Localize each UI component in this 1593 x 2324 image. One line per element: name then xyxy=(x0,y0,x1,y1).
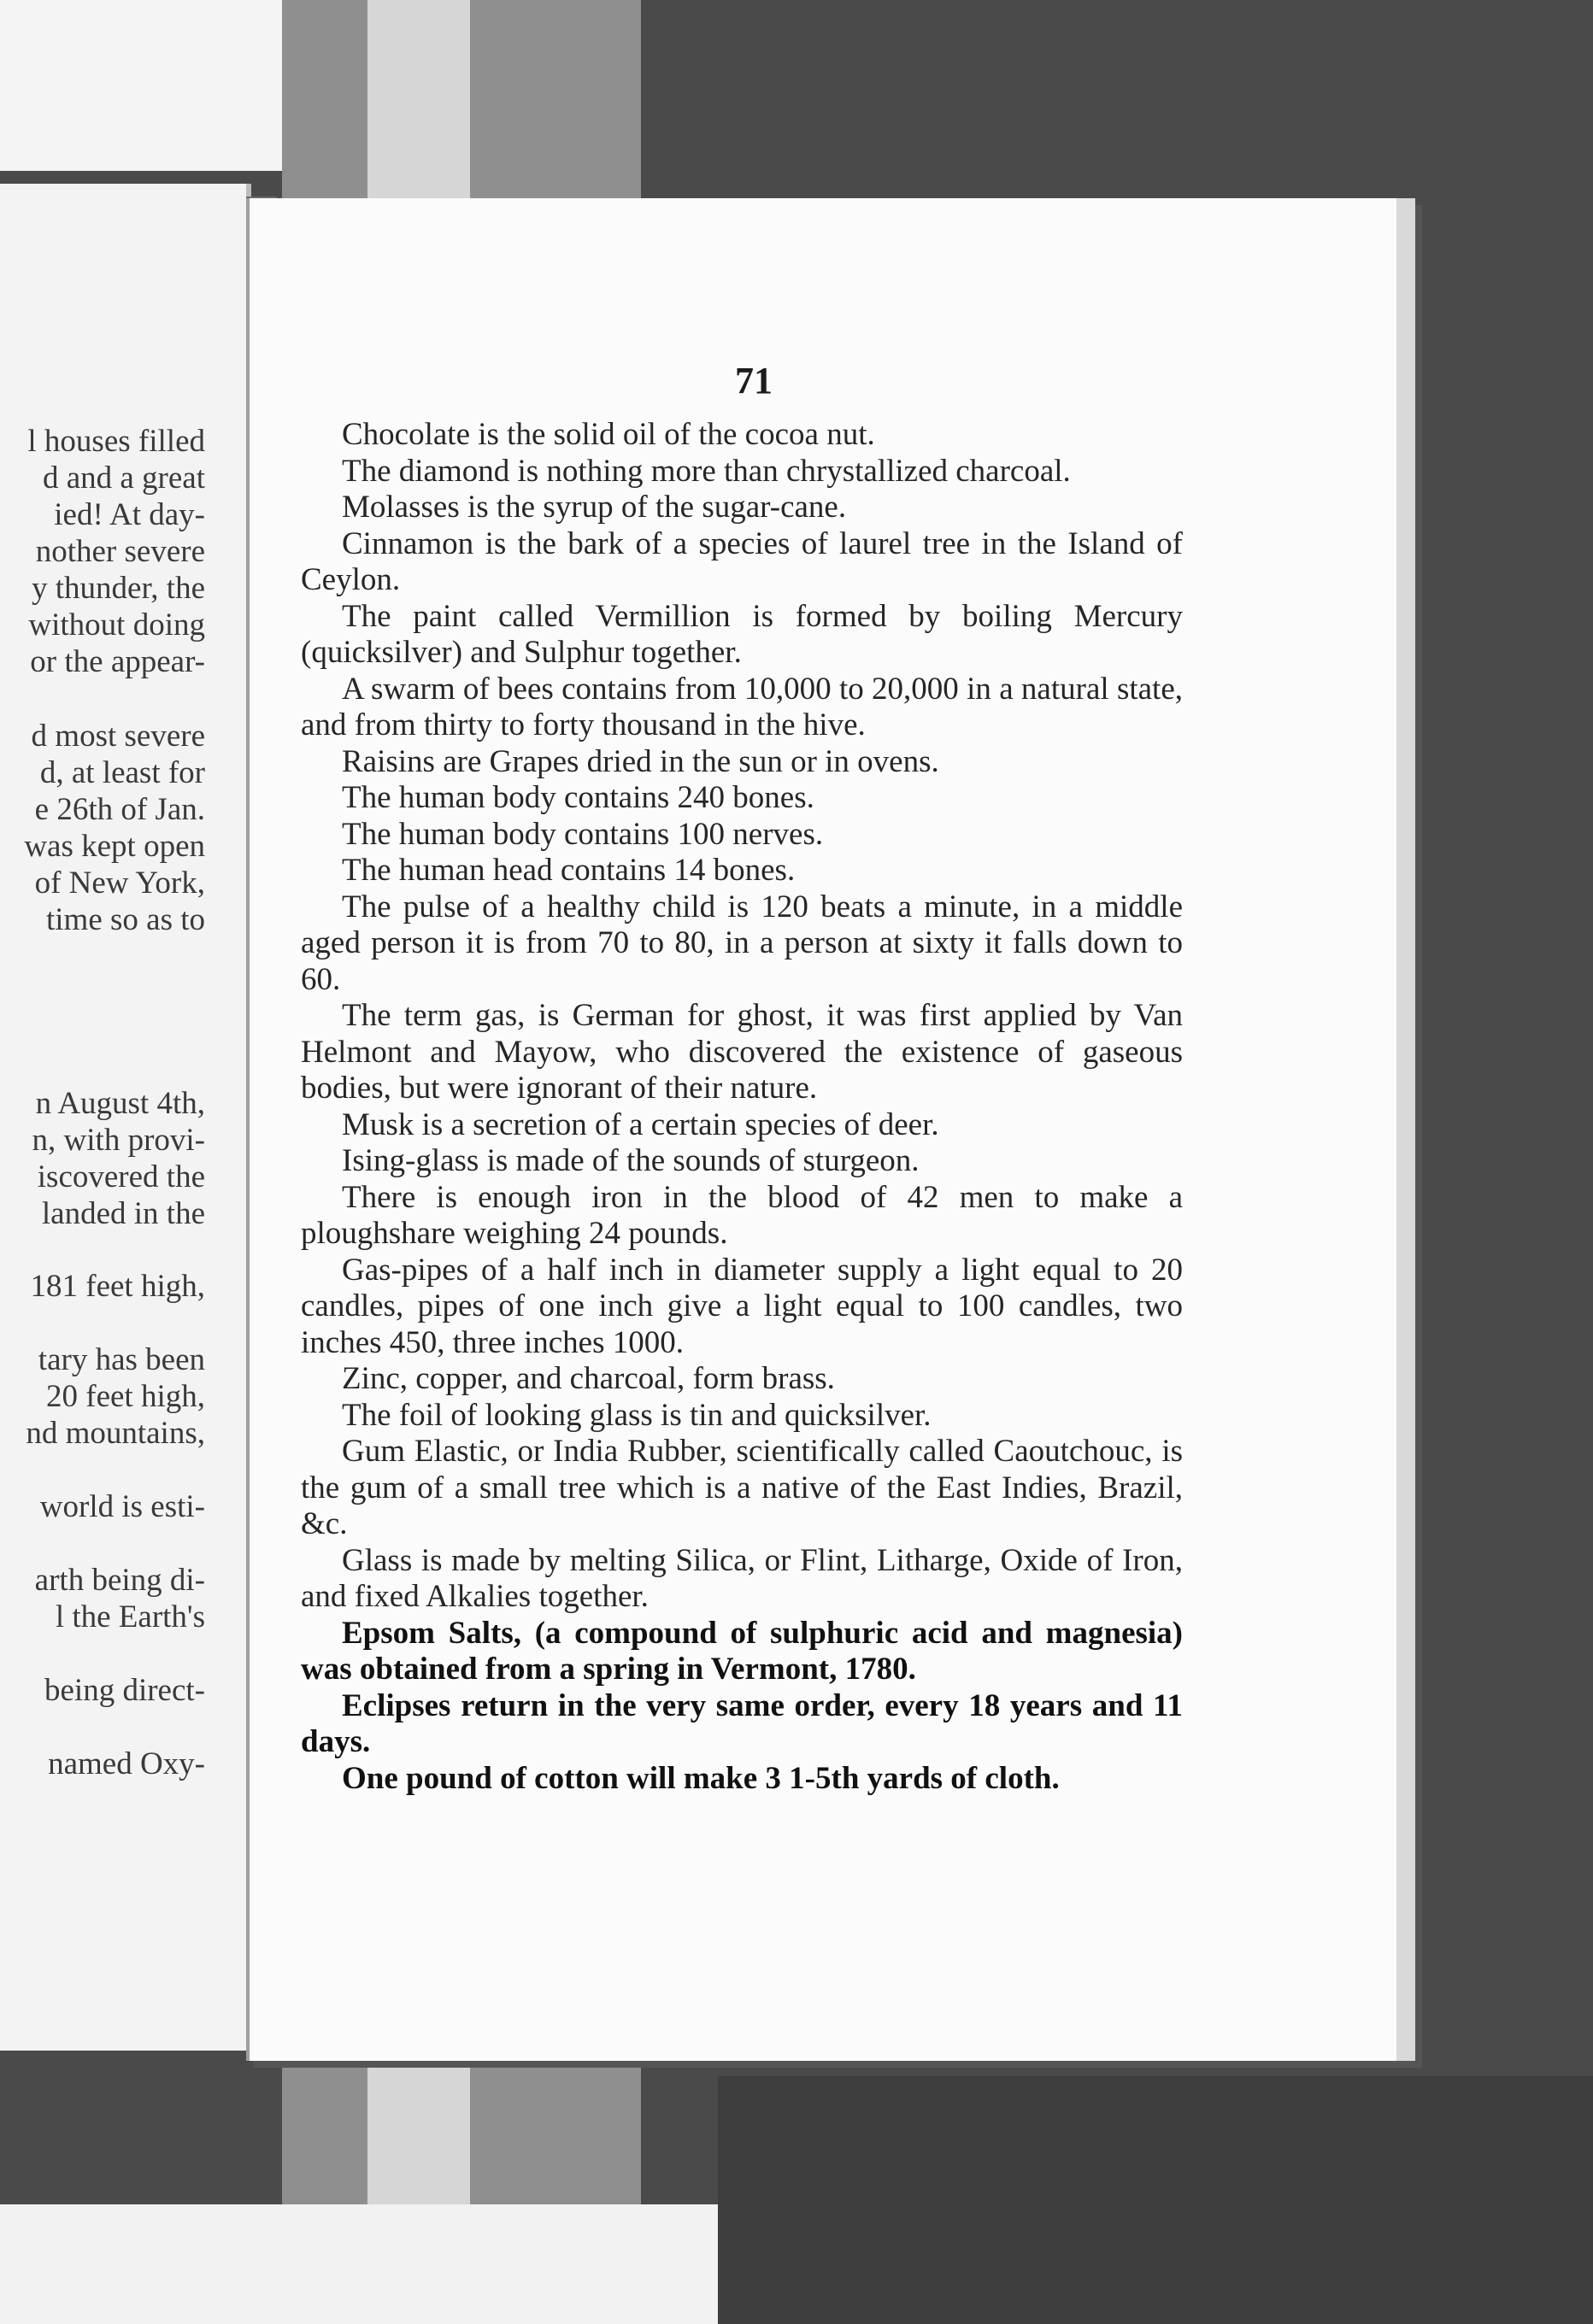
paragraph: Epsom Salts, (a compound of sulphuric acid and magnesia) was obtained from a spring in Vermont, 1780. xyxy=(301,1615,1183,1687)
facing-page-line: 20 feet high, xyxy=(46,1379,205,1414)
paragraph: There is enough iron in the blood of 42 men to make a ploughshare weighing 24 pounds. xyxy=(301,1179,1183,1251)
facing-page-line: d, at least for xyxy=(39,755,205,790)
facing-page-line: landed in the xyxy=(41,1196,205,1231)
paragraph: Ising-glass is made of the sounds of sturgeon. xyxy=(342,1143,920,1178)
paragraph: The human body contains 100 nerves. xyxy=(342,816,824,852)
facing-page-line: named Oxy- xyxy=(48,1746,205,1781)
facing-page-left xyxy=(0,184,251,2051)
facing-page-line: nd mountains, xyxy=(26,1416,205,1451)
paragraph: The pulse of a healthy child is 120 beats a minute, in a middle aged person it is from 70 to 80, in a person at sixty it falls down to 60. xyxy=(301,889,1183,997)
paragraph: Zinc, copper, and charcoal, form brass. xyxy=(342,1361,835,1396)
paragraph: Molasses is the syrup of the sugar-cane. xyxy=(342,490,847,525)
paragraph: A swarm of bees contains from 10,000 to 20,000 in a natural state, and from thirty to forty thousand in the hive. xyxy=(301,671,1183,742)
facing-page-line: was kept open xyxy=(24,829,205,864)
paragraph: The paint called Vermillion is formed by boiling Mercury (quicksilver) and Sulphur together. xyxy=(301,598,1183,670)
paragraph: Musk is a secretion of a certain species of deer. xyxy=(342,1106,939,1142)
facing-page-line: d most severe xyxy=(31,719,205,754)
facing-page-line: l houses filled xyxy=(27,424,205,459)
paragraph: Gum Elastic, or India Rubber, scientifically called Caoutchouc, is the gum of a small tree which is a native of the East Indies, Brazil, &c. xyxy=(301,1434,1183,1541)
paragraph: Eclipses return in the very same order, every 18 years and 11 days. xyxy=(301,1687,1183,1759)
facing-page-line: world is esti- xyxy=(39,1489,205,1524)
facing-page-line: n, with provi- xyxy=(32,1123,205,1158)
facing-page-line: arth being di- xyxy=(34,1563,205,1598)
paragraph: The foil of looking glass is tin and quicksilver. xyxy=(342,1397,932,1433)
facing-page-line: of New York, xyxy=(34,866,205,901)
paragraph: The term gas, is German for ghost, it was first applied by Van Helmont and Mayow, who discovered the existence of gaseous bodies, but were ignorant of their nature. xyxy=(301,998,1183,1106)
page-number: 71 xyxy=(735,360,773,402)
facing-page-line: tary has been xyxy=(38,1342,205,1377)
paragraph: Gas-pipes of a half inch in diameter supply a light equal to 20 candles, pipes of one inch give a light equal to 100 candles, two inches 450, three inches 1000. xyxy=(301,1252,1183,1360)
page-corner xyxy=(0,0,282,171)
facing-page-line: d and a great xyxy=(42,461,205,496)
facing-page-line: time so as to xyxy=(45,902,205,937)
facing-page-line: iscovered the xyxy=(37,1159,205,1194)
paragraph: The diamond is nothing more than chrystallized charcoal. xyxy=(342,453,1071,489)
facing-page-line: nother severe xyxy=(35,534,205,569)
page-edge-bottom xyxy=(0,2204,718,2324)
page-body-text xyxy=(301,417,1183,1797)
paragraph: Chocolate is the solid oil of the cocoa nut. xyxy=(342,417,875,452)
facing-page-line: without doing xyxy=(28,607,205,643)
paragraph: Glass is made by melting Silica, or Flint, Litharge, Oxide of Iron, and fixed Alkalies together. xyxy=(301,1542,1183,1614)
facing-page-line: n August 4th, xyxy=(35,1086,205,1121)
paragraph: Cinnamon is the bark of a species of laurel tree in the Island of Ceylon. xyxy=(301,525,1183,597)
facing-page-line: y thunder, the xyxy=(32,571,205,606)
facing-page-line: e 26th of Jan. xyxy=(34,792,205,827)
facing-page-line: or the appear- xyxy=(30,644,205,679)
scanner-background-bottom xyxy=(718,2076,1593,2324)
facing-page-line: l the Earth's xyxy=(55,1599,205,1634)
facing-page-line: 181 feet high, xyxy=(30,1269,205,1304)
paragraph: One pound of cotton will make 3 1-5th yards of cloth. xyxy=(342,1760,1060,1796)
facing-page-line: ied! At day- xyxy=(54,497,205,532)
facing-page-line: being direct- xyxy=(44,1673,205,1708)
paragraph: Raisins are Grapes dried in the sun or in ovens. xyxy=(342,743,939,779)
paragraph: The human body contains 240 bones. xyxy=(342,780,814,815)
paragraph: The human head contains 14 bones. xyxy=(342,853,796,888)
